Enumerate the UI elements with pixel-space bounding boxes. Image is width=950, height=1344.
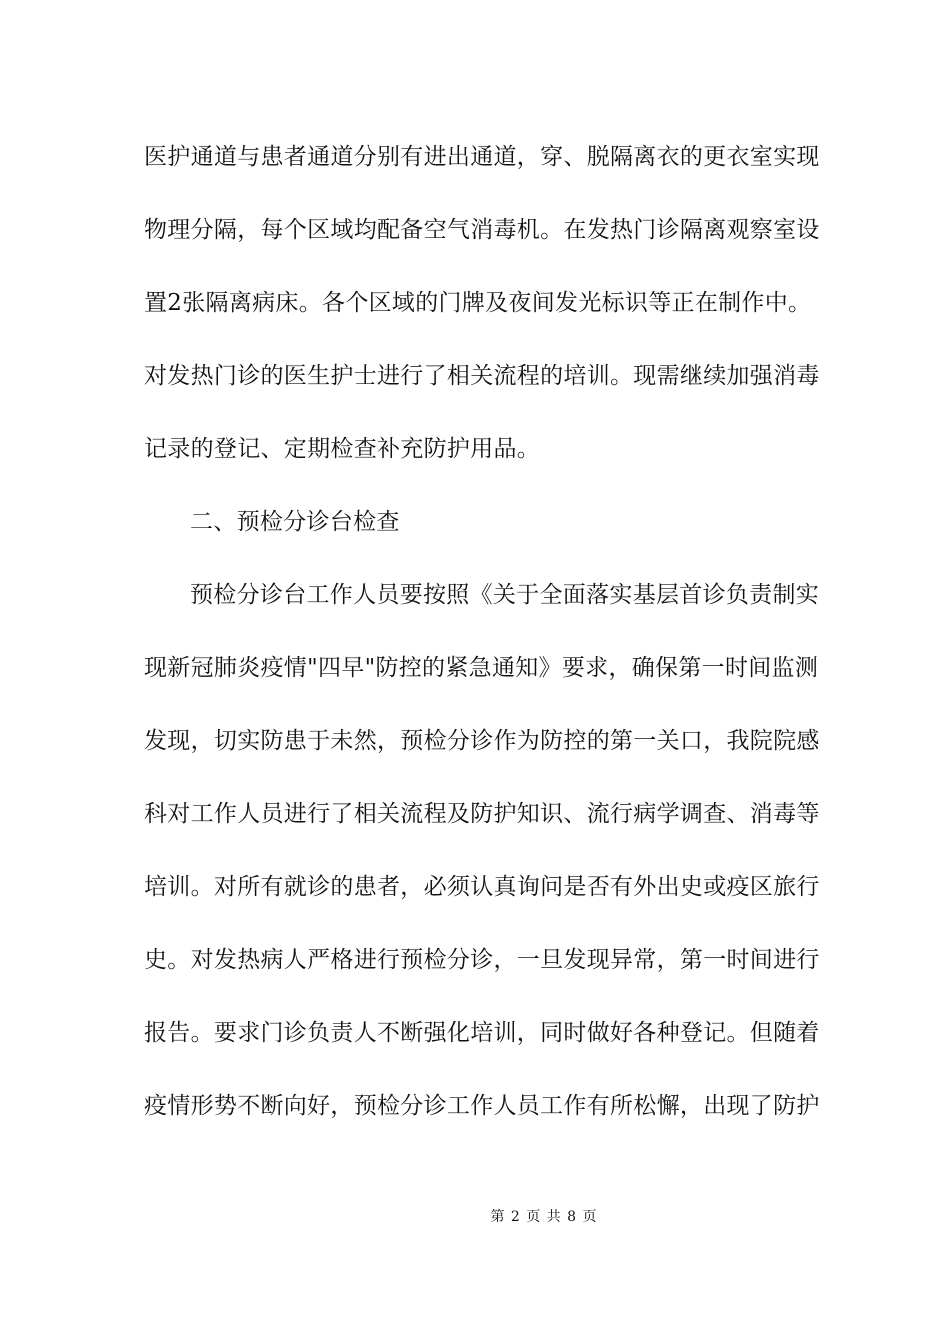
- text-line: 史。对发热病人严格进行预检分诊，一旦发现异常，第一时间进行: [144, 947, 820, 973]
- text-line: 置2张隔离病床。各个区域的门牌及夜间发光标识等正在制作中。: [144, 290, 812, 316]
- text-line: 现新冠肺炎疫情"四早"防控的紧急通知》要求，确保第一时间监测: [144, 655, 819, 681]
- text-line: 培训。对所有就诊的患者，必须认真询问是否有外出史或疫区旅行: [144, 874, 820, 900]
- section-heading: 二、预检分诊台检查: [190, 509, 400, 535]
- document-body: [144, 133, 820, 1155]
- text-line: 发现，切实防患于未然，预检分诊作为防控的第一关口，我院院感: [144, 728, 820, 754]
- page-number-footer: 第 2 页 共 8 页: [490, 1209, 598, 1225]
- text-line: 医护通道与患者通道分别有进出通道，穿、脱隔离衣的更衣室实现: [144, 144, 820, 170]
- text-line: 疫情形势不断向好，预检分诊工作人员工作有所松懈，出现了防护: [144, 1093, 820, 1119]
- text-line: 报告。要求门诊负责人不断强化培训，同时做好各种登记。但随着: [144, 1020, 820, 1046]
- text-line: 对发热门诊的医生护士进行了相关流程的培训。现需继续加强消毒: [144, 363, 820, 389]
- text-line: 预检分诊台工作人员要按照《关于全面落实基层首诊负责制实: [190, 582, 820, 608]
- text-line: 记录的登记、定期检查补充防护用品。: [144, 436, 541, 462]
- text-line: 科对工作人员进行了相关流程及防护知识、流行病学调查、消毒等: [144, 801, 820, 827]
- text-line: 物理分隔，每个区域均配备空气消毒机。在发热门诊隔离观察室设: [144, 217, 820, 243]
